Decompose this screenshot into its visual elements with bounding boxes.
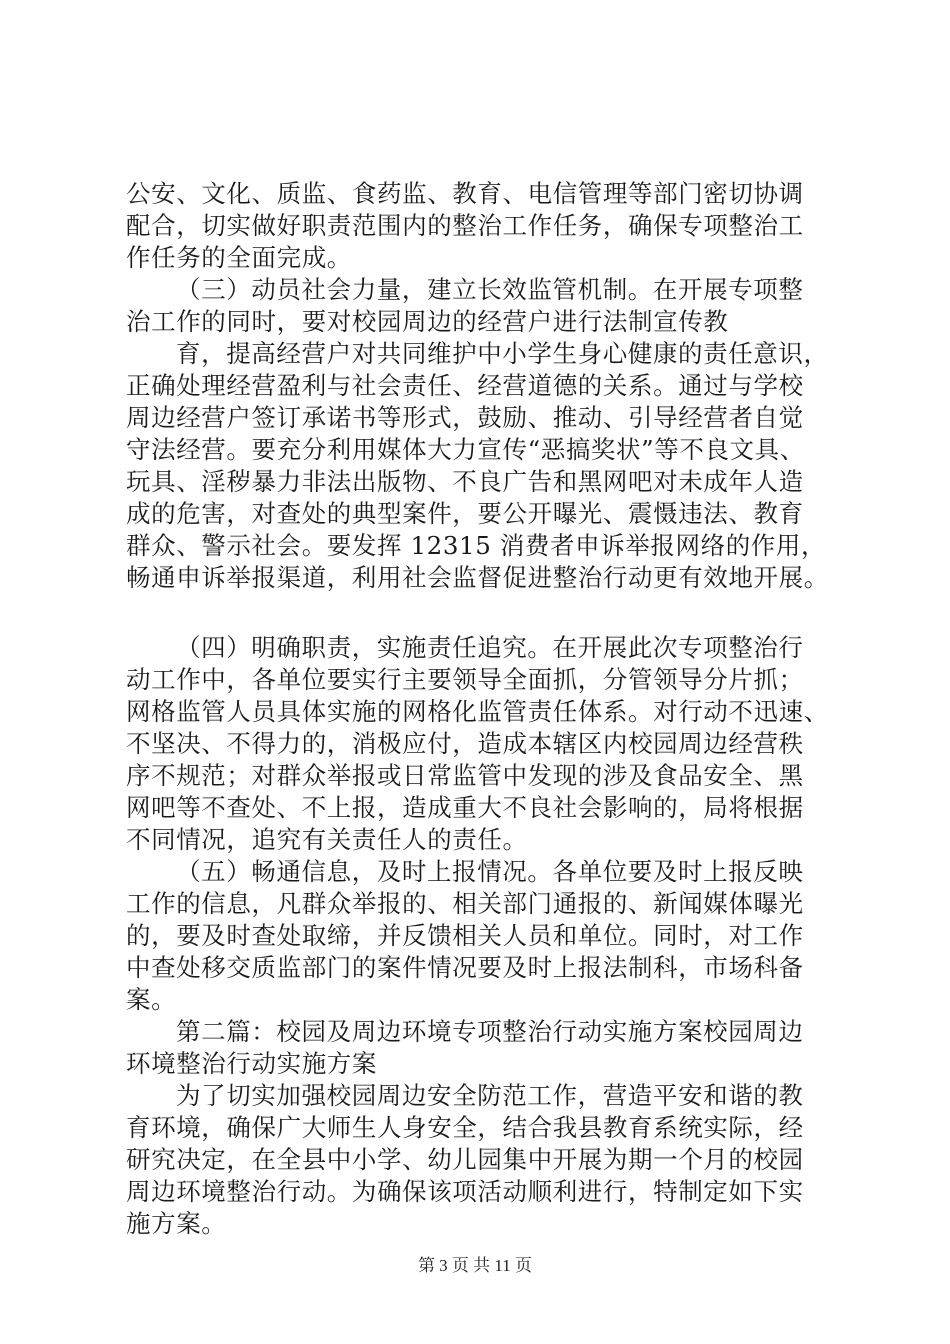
text-line: 正确处理经营盈利与社会责任、经营道德的关系。通过与学校 (126, 371, 804, 400)
text-line: 配合，切实做好职责范围内的整治工作任务，确保专项整治工 (126, 211, 804, 240)
text-line: 的，要及时查处取缔，并反馈相关人员和单位。同时，对工作 (126, 921, 804, 950)
text-line: 周边经营户签订承诺书等形式，鼓励、推动、引导经营者自觉 (126, 403, 804, 432)
text-line: （五）畅通信息，及时上报情况。各单位要及时上报反映 (176, 857, 804, 886)
text-line: 守法经营。要充分利用媒体大力宣传“恶搞奖状”等不良文具、 (126, 435, 805, 464)
text-line: 为了切实加强校园周边安全防范工作，营造平安和谐的教 (176, 1081, 804, 1110)
section-heading: 第二篇：校园及周边环境专项整治行动实施方案校园周边 (176, 1017, 804, 1046)
text-line: 序不规范；对群众举报或日常监管中发现的涉及食品安全、黑 (126, 761, 804, 790)
text-line: 公安、文化、质监、食药监、教育、电信管理等部门密切协调 (126, 179, 804, 208)
text-line: 周边环境整治行动。为确保该项活动顺利进行，特制定如下实 (126, 1177, 804, 1206)
text-line: 网格监管人员具体实施的网格化监管责任体系。对行动不迅速、 (126, 697, 829, 726)
text-line: （四）明确职责，实施责任追究。在开展此次专项整治行 (176, 633, 804, 662)
text-line: 网吧等不查处、不上报，造成重大不良社会影响的，局将根据 (126, 793, 804, 822)
page-number-footer: 第 3 页 共 11 页 (417, 1256, 533, 1275)
text-line: 畅通申诉举报渠道，利用社会监督促进整治行动更有效地开展。 (126, 563, 829, 592)
text-line: （三）动员社会力量，建立长效监管机制。在开展专项整 (176, 275, 804, 304)
text-line: 工作的信息，凡群众举报的、相关部门通报的、新闻媒体曝光 (126, 889, 804, 918)
text-line: 成的危害，对查处的典型案件，要公开曝光、震慑违法、教育 (126, 499, 804, 528)
text-line: 育环境，确保广大师生人身安全，结合我县教育系统实际，经 (126, 1113, 804, 1142)
text-line: 动工作中，各单位要实行主要领导全面抓，分管领导分片抓； (126, 665, 804, 694)
text-line: 中查处移交质监部门的案件情况要及时上报法制科，市场科备 (126, 953, 804, 982)
text-line: 案。 (126, 985, 177, 1014)
section-heading: 环境整治行动实施方案 (126, 1049, 377, 1078)
text-line: 育，提高经营户对共同维护中小学生身心健康的责任意识， (176, 339, 829, 368)
text-line: 研究决定，在全县中小学、幼儿园集中开展为期一个月的校园 (126, 1145, 804, 1174)
text-line: 不同情况，追究有关责任人的责任。 (126, 825, 528, 854)
text-line: 治工作的同时，要对校园周边的经营户进行法制宣传教 (126, 307, 729, 336)
text-line: 不坚决、不得力的，消极应付，造成本辖区内校园周边经营秩 (126, 729, 804, 758)
text-line: 施方案。 (126, 1209, 227, 1238)
text-line: 玩具、淫秽暴力非法出版物、不良广告和黑网吧对未成年人造 (126, 467, 804, 496)
text-line: 作任务的全面完成。 (126, 243, 352, 272)
text-line: 群众、警示社会。要发挥 12315 消费者申诉举报网络的作用， (126, 531, 827, 560)
